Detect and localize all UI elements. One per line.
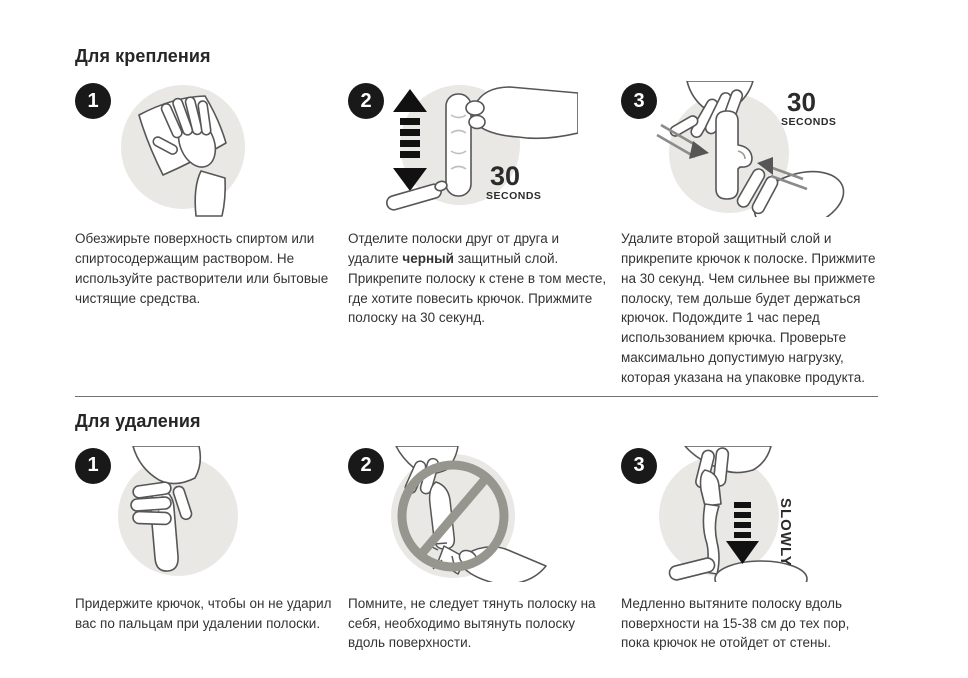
- step-number-badge: 1: [75, 448, 111, 484]
- step-number-badge: 2: [348, 83, 384, 119]
- remove-step-1-illustration: [75, 446, 347, 582]
- remove-step-2-illustration: [348, 446, 620, 582]
- attach-step-3-text: Удалите второй защитный слой и прикрепите крючок к полоске. Прижмите на 30 секунд. Чем сильнее вы прижмете полоску, тем дольше будет держаться крючок. Подождите 1 час перед использованием крючка. Проверьте максимально допустимую нагрузку, которая указана на упаковке продукта.: [621, 231, 876, 385]
- attach-step-2: [348, 81, 620, 388]
- remove-section: [75, 411, 893, 654]
- seconds-label: SECONDS: [486, 190, 542, 202]
- attach-section-title: Для крепления: [75, 46, 211, 66]
- remove-step-1-text: Придержите крючок, чтобы он не ударил вас по пальцам при удалении полоски.: [75, 595, 332, 631]
- remove-step-3: [621, 446, 893, 654]
- attach-step-2-text: Отделите полоски друг от друга и удалите черный защитный слой. Прикрепите полоску к стене в том месте, где хотите повесить крючок. Прижмите полоску на 30 секунд.: [348, 231, 607, 326]
- attach-step-1-illustration: [75, 81, 347, 217]
- attach-step-2-illustration: [348, 81, 620, 217]
- step-number-badge: 3: [621, 83, 657, 119]
- remove-step-3-illustration: [621, 446, 893, 582]
- remove-step-2-text: Помните, не следует тянуть полоску на себя, необходимо вытянуть полоску вдоль поверхности.: [348, 595, 596, 651]
- remove-step-1: [75, 446, 347, 654]
- step-number-badge: 3: [621, 448, 657, 484]
- attach-step-3: [621, 81, 893, 388]
- step-number-badge: 2: [348, 448, 384, 484]
- remove-step-3-text: Медленно вытяните полоску вдоль поверхности на 15-38 см до тех пор, пока крючок не отойдет от стены.: [621, 595, 850, 651]
- section-divider: [75, 396, 878, 397]
- duration-30-label: 30: [490, 161, 521, 191]
- attach-hook-icon: [621, 81, 871, 217]
- attach-step-1-text: Обезжирьте поверхность спиртом или спиртосодержащим раствором. Не используйте растворители или бытовые чистящие средства.: [75, 231, 329, 306]
- seconds-label: SECONDS: [781, 116, 837, 128]
- slowly-label: SLOWLY: [777, 497, 794, 567]
- attach-step-3-illustration: [621, 81, 893, 217]
- duration-30-label: 30: [787, 87, 816, 117]
- step-number-badge: 1: [75, 83, 111, 119]
- attach-steps-row: [75, 81, 893, 388]
- remove-step-2: [348, 446, 620, 654]
- remove-steps-row: [75, 446, 893, 654]
- remove-section-title: Для удаления: [75, 410, 201, 431]
- attach-step-1: [75, 81, 347, 388]
- attach-section: [75, 46, 893, 388]
